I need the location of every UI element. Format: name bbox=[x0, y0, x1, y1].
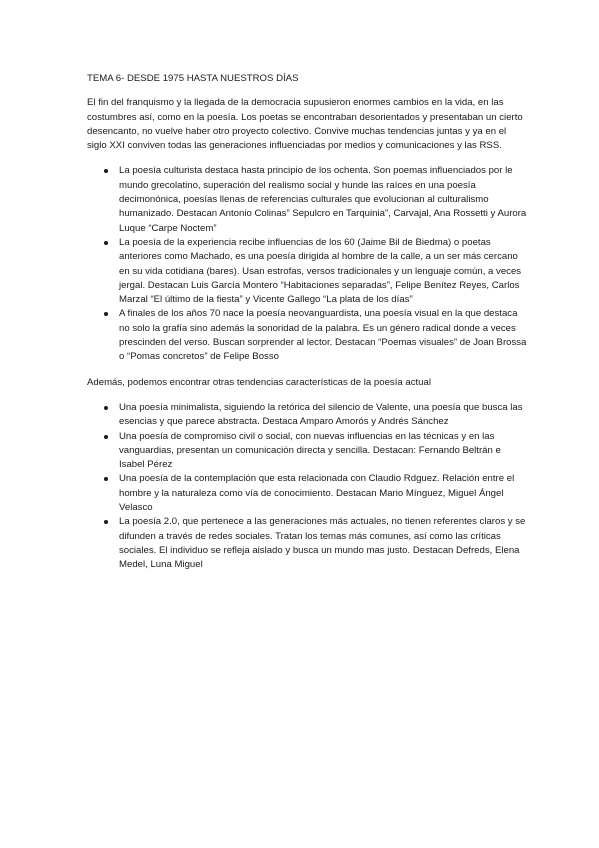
list-item-text: Una poesía minimalista, siguiendo la retórica del silencio de Valente, una poesía que busca las esencias y que parece abstracta. Destaca Amparo Amorós y Andrés Sánchez bbox=[119, 401, 523, 428]
list-item-text: A finales de los años 70 nace la poesía neovanguardista, una poesía visual en la que destaca no solo la grafía sino además la sonoridad de la palabra. Es un género radical donde a veces prescinden del verso. Buscan sorprender al lector. Destacan “Poemas visuales” de Joan Brossa o “Pomas concretos” de Felipe Bosso bbox=[119, 308, 527, 363]
list-item bbox=[87, 430, 527, 473]
bullet-icon bbox=[104, 520, 108, 524]
list-item-text: Una poesía de compromiso civil o social, con nuevas influencias en las técnicas y en las vanguardias, presentan un comunicación directa y sencilla. Destacan: Fernando Beltrán e Isabel Pérez bbox=[119, 430, 501, 471]
list-item-text: La poesía culturista destaca hasta principio de los ochenta. Son poemas influenciados por le mundo grecolatino, superación del realismo social y hunde las raíces en una poesía decimonónica, poesías llenas de referencias culturales que evolucionan al culturalismo humanizado. Destacan Antonio Colinas” Sepulcro en Tarquinia”, Carvajal, Ana Rossetti y Aurora Luque “Carpe Noctem” bbox=[119, 165, 527, 234]
document-title: TEMA 6- DESDE 1975 HASTA NUESTROS DÍAS bbox=[87, 73, 299, 84]
list-item-text: Una poesía de la contemplación que esta relacionada con Claudio Rdguez. Relación entre el hombre y la naturaleza como vía de conocimiento. Destacan Mario Mínguez, Miguel Ángel Velasco bbox=[119, 473, 515, 514]
bullet-icon bbox=[104, 406, 108, 410]
list-item-text: La poesía 2.0, que pertenece a las generaciones más actuales, no tienen referentes claros y se difunden a través de redes sociales. Tratan los temas más comunes, así como las críticas sociales. El individuo se refleja aislado y busca un mundo mas justo. Destacan Defreds, Elena Medel, Luna Miguel bbox=[119, 516, 526, 571]
current-trends-list bbox=[87, 401, 527, 573]
list-item bbox=[87, 515, 527, 572]
list-item bbox=[87, 472, 527, 515]
bullet-icon bbox=[104, 435, 108, 439]
list-item bbox=[87, 236, 527, 307]
bullet-icon bbox=[104, 241, 108, 245]
intro-paragraph: El fin del franquismo y la llegada de la democracia supusieron enormes cambios en la vida, en las costumbres así, como en la poesía. Los poetas se encontraban desorientados y presentaban un cierto desencanto, no vuelve haber otro proyecto colectivo. Convive muchas tendencias juntas y ya en el siglo XXI conviven todas las generaciones influenciadas por medios y comunicaciones y las RSS. bbox=[87, 97, 523, 152]
bullet-icon bbox=[104, 169, 108, 173]
list-item bbox=[87, 164, 527, 235]
list-item bbox=[87, 401, 527, 430]
transition-paragraph: Además, podemos encontrar otras tendencias características de la poesía actual bbox=[87, 376, 431, 388]
list-item-text: La poesía de la experiencia recibe influencias de los 60 (Jaime Bil de Biedma) o poetas anteriores como Machado, es una poesía dirigida al hombre de la calle, a un ser más cercano en su vida cotidiana (bares). Usan estrofas, versos tradicionales y un lenguaje común, a veces jergal. Destacan Luis García Montero “Habitaciones separadas”, Felipe Benítez Reyes, Carlos Marzal “El último de la fiesta” y Vicente Gallego “La plata de los días” bbox=[119, 236, 522, 306]
trends-list bbox=[87, 164, 527, 364]
bullet-icon bbox=[104, 312, 108, 316]
bullet-icon bbox=[104, 477, 108, 481]
document-body bbox=[87, 72, 527, 584]
list-item bbox=[87, 307, 527, 364]
